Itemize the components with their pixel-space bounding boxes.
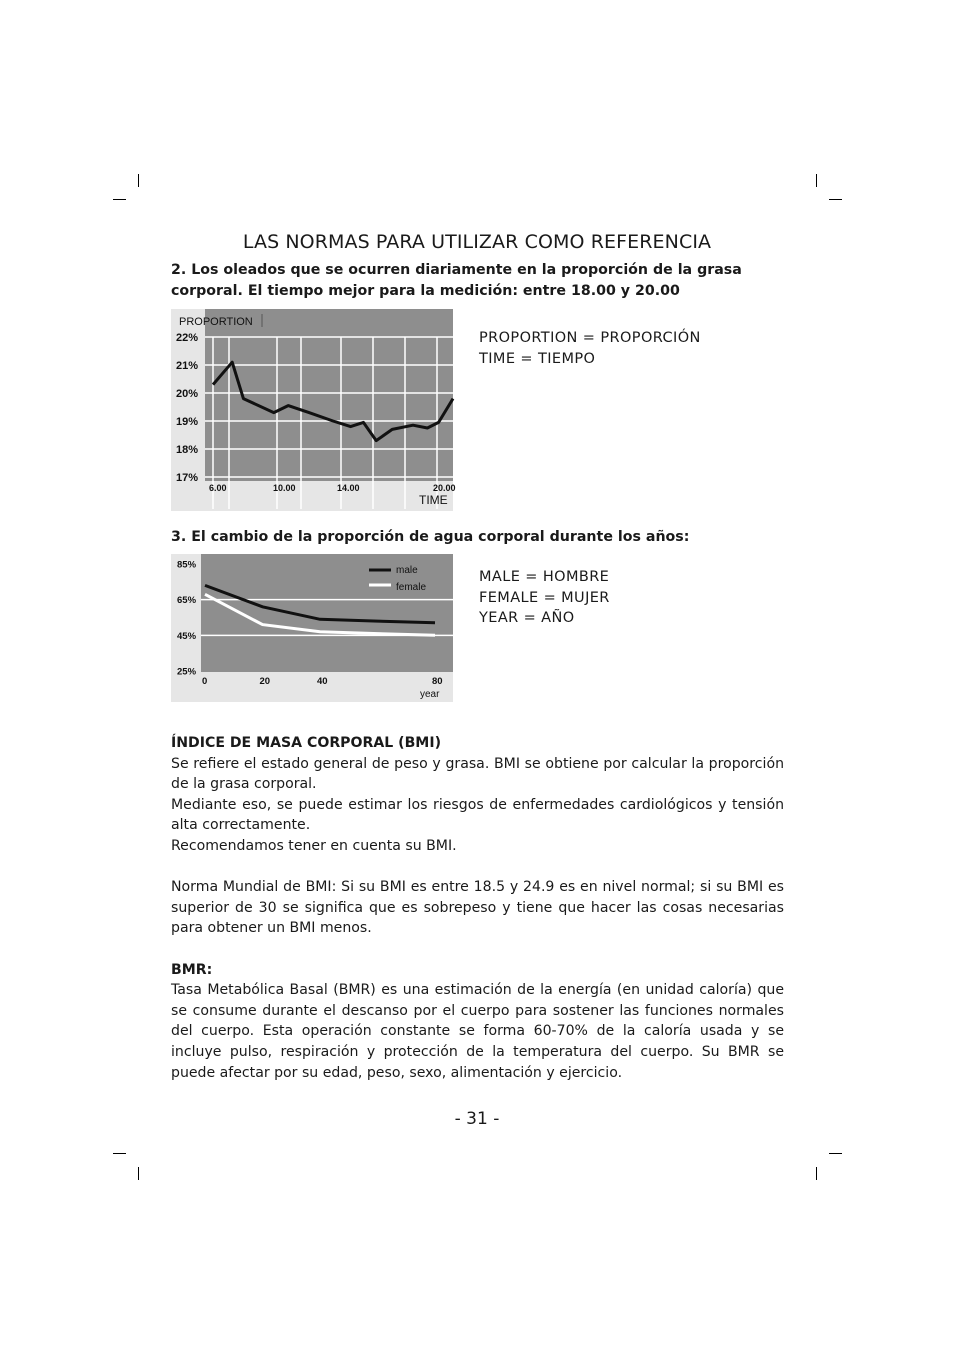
y-tick-label: 65% — [177, 595, 197, 607]
legend-female: female — [396, 582, 427, 593]
page-title: LAS NORMAS PARA UTILIZAR COMO REFERENCIA — [242, 231, 712, 253]
y-tick-label: 19% — [176, 416, 199, 428]
chart-1-glossary — [479, 328, 701, 369]
y-tick-label: 18% — [176, 444, 199, 456]
glossary-item: YEAR = AÑO — [479, 610, 575, 626]
x-tick-label: 20 — [259, 676, 271, 687]
glossary-item: TIME = TIEMPO — [479, 350, 596, 367]
x-tick-label: 14.00 — [337, 483, 360, 493]
x-tick-label: 10.00 — [273, 483, 296, 493]
section-2-heading: 2. Los oleados que se ocurren diariamente en la proporción de la grasa corporal. El tiempo mejor para la medición: entre 18.00 y 20.00 — [171, 262, 742, 299]
x-tick-label: 20.00 — [433, 483, 456, 493]
bmi-heading: ÍNDICE DE MASA CORPORAL (BMI) — [171, 735, 442, 751]
bmr-paragraph: Tasa Metabólica Basal (BMR) es una estimación de la energía (en unidad caloría) que se consume durante el descanso por el cuerpo para sostener las funciones normales del cuerpo. Esta operación constante se forma 60-70% de la caloría usada y se incluye pulso, respiración y protección de la temperatura del cuerpo. Su BMR se puede afectar por su edad, peso, sexo, alimentación y ejercicio. — [171, 982, 784, 1081]
y-tick-label: 85% — [177, 559, 197, 571]
bmi-paragraph: Mediante eso, se puede estimar los riesgos de enfermedades cardiológicos y tensión alta correctamente. — [171, 796, 784, 834]
page-number: - 31 - — [454, 1109, 500, 1129]
section-3-heading: 3. El cambio de la proporción de agua corporal durante los años: — [171, 529, 690, 545]
x-tick-label: 6.00 — [209, 483, 227, 493]
bmi-norm: Norma Mundial de BMI: Si su BMI es entre 18.5 y 24.9 es en nivel normal; si su BMI es superior de 30 se significa que es sobrepeso y tiene que hacer las cosas necesarias para obtener un BMI menos. — [171, 879, 784, 937]
fat-proportion-chart — [171, 309, 456, 511]
y-tick-label: 22% — [176, 332, 199, 344]
x-axis-label: year — [420, 689, 440, 700]
bmr-heading: BMR: — [171, 961, 213, 978]
bmi-paragraph: Se refiere el estado general de peso y grasa. BMI se obtiene por calcular la proporción de la grasa corporal. — [171, 755, 784, 793]
crop-mark — [138, 1167, 139, 1180]
crop-mark — [113, 1153, 126, 1154]
y-axis-label: PROPORTION — [179, 316, 253, 328]
bmi-paragraph: Recomendamos tener en cuenta su BMI. — [171, 837, 457, 854]
x-tick-label: 0 — [202, 676, 208, 687]
chart-2-glossary — [479, 567, 610, 629]
x-tick-label: 40 — [317, 676, 328, 687]
body-text — [171, 733, 784, 1083]
water-proportion-chart — [171, 554, 453, 702]
y-tick-label: 21% — [176, 360, 199, 372]
y-tick-label: 45% — [177, 630, 197, 642]
crop-mark — [829, 1153, 842, 1154]
crop-mark — [113, 199, 126, 200]
y-tick-label: 17% — [176, 472, 199, 484]
x-tick-label: 80 — [432, 676, 443, 687]
legend-male: male — [396, 565, 418, 576]
x-axis-label: TIME — [419, 493, 448, 507]
y-tick-label: 20% — [176, 388, 199, 400]
crop-mark — [816, 174, 817, 187]
crop-mark — [829, 199, 842, 200]
glossary-item: MALE = HOMBRE — [479, 569, 610, 585]
glossary-item: FEMALE = MUJER — [479, 589, 610, 606]
crop-mark — [816, 1167, 817, 1180]
y-tick-label: 25% — [177, 666, 197, 678]
glossary-item: PROPORTION = PROPORCIÓN — [479, 330, 701, 346]
crop-mark — [138, 174, 139, 187]
